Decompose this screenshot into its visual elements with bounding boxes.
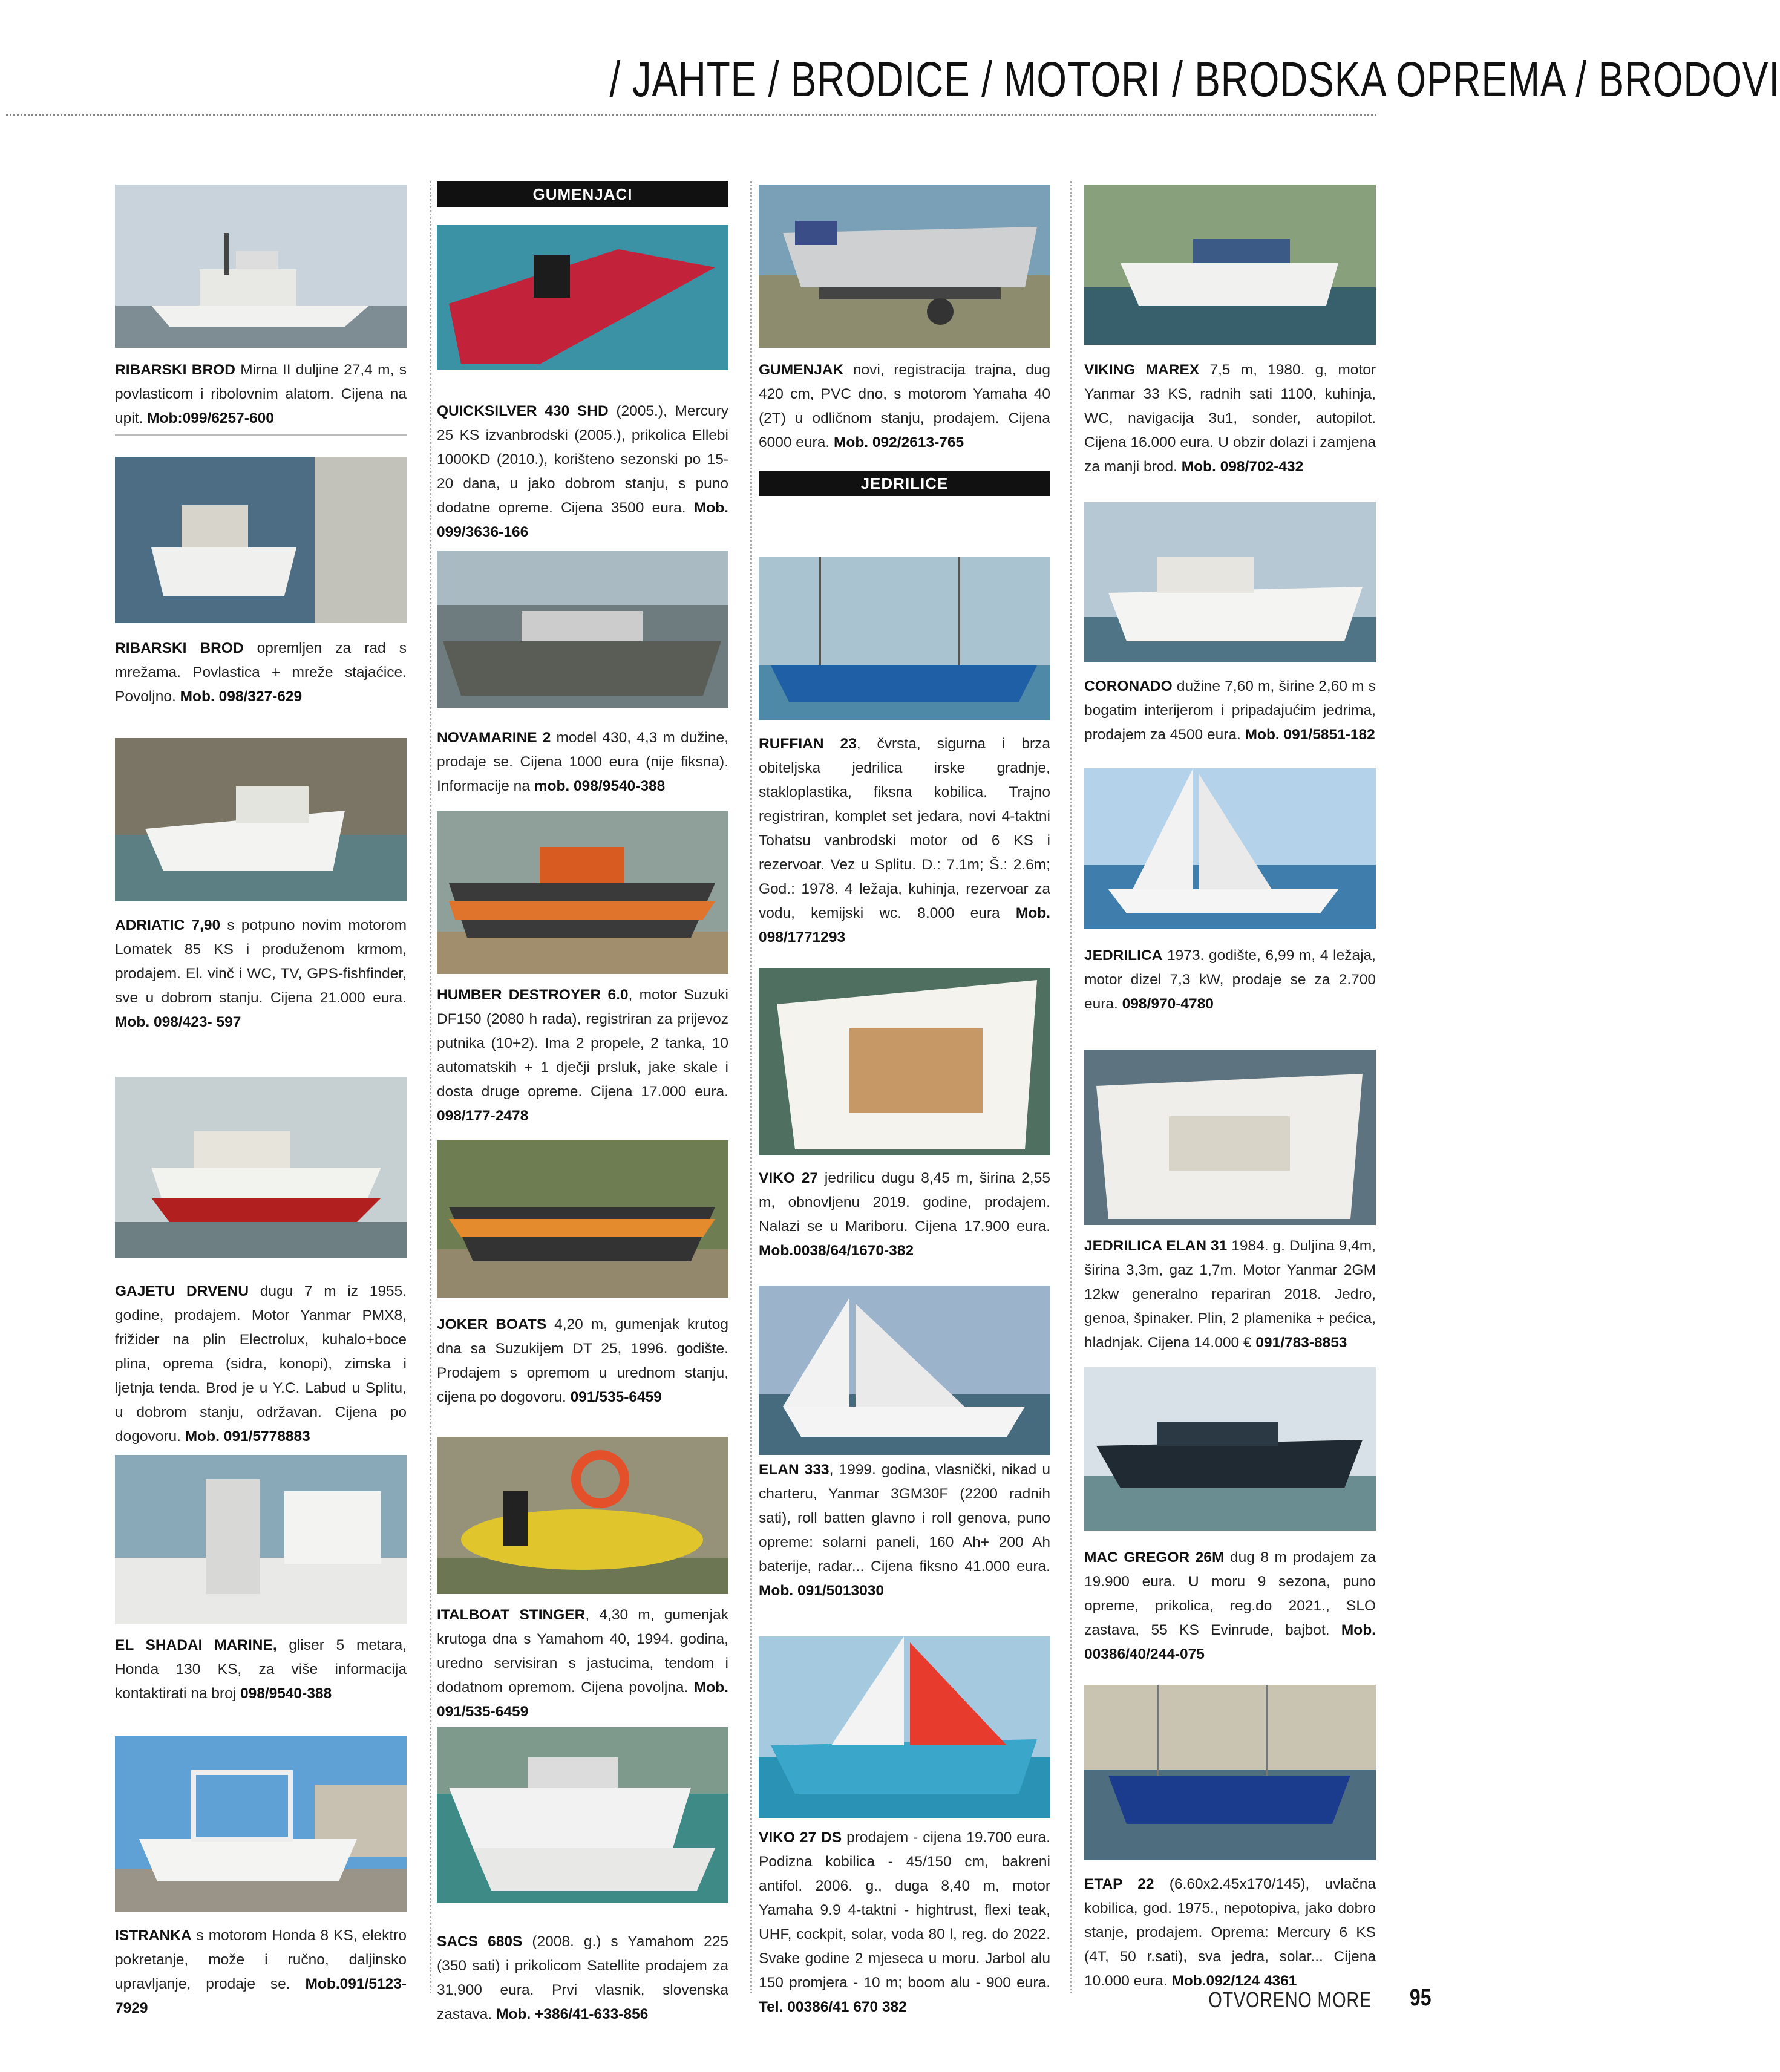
ad-title: RIBARSKI BROD [115,640,244,656]
ad-body: 1984. g. Duljina 9,4m, širina 3,3m, gaz 1,7m. Motor Yanmar 2GM 12kw generalno repariran 2018. Jedro, genoa, špinaker. Plin, 2 plamenika + pećica, hladnjak. Cijena 14.000 € [1084,1238,1376,1351]
ad-contact: Mob. 091/535-6459 [437,1679,728,1720]
ad-title: SACS 680S [437,1933,523,1950]
ad-title: VIKING MAREX [1084,362,1200,378]
ad-contact: Mob. 098/327-629 [180,688,303,705]
boat-photo [115,1077,407,1258]
ad-body: jedrilicu dugu 8,45 m, širina 2,55 m, obnovljenu 2019. godine, prodajem. Nalazi se u Mariboru. Cijena 17.900 eura. [759,1170,1050,1235]
ad-title: CORONADO [1084,678,1173,694]
ad-c4a5 [1084,1546,1376,1667]
ad-contact: mob. 098/9540-388 [534,778,666,794]
ad-title: HUMBER DESTROYER 6.0 [437,987,629,1003]
ad-divider [115,434,407,436]
ad-contact: Mob. 091/5851-182 [1245,727,1375,743]
section-band-gumenjaci: GUMENJACI [437,181,728,207]
ad-c3a5 [759,1826,1050,2019]
ad-c2a2 [437,726,728,799]
ad-body: , 1999. godina, vlasnički, nikad u charteru, Yanmar 3GM30F (2200 radnih sati), roll batten glavno i roll genova, puno opreme: solarni paneli, 160 Ah+ 200 Ah baterije, radar... Cijena fiksno 41.000 eura. [759,1462,1050,1575]
boat-photo [759,968,1050,1155]
ad-contact: 098/970-4780 [1122,996,1214,1012]
boat-photo [437,551,728,708]
boat-photo [1084,1050,1376,1225]
ad-body: (2005.), Mercury 25 KS izvanbrodski (2005.), prikolica Ellebi 1000KD (2010.), korišteno sezonski po 15-20 dana, u jako dobrom stanju, s puno dodatne opreme. Cijena 3500 eura. [437,403,728,516]
ad-c4a2 [1084,675,1376,747]
ad-title: GAJETU DRVENU [115,1283,249,1299]
ad-body: opremljen za rad s mrežama. Povlastica + mreže stajaćice. Povoljno. [115,640,407,705]
ad-body: (6.60x2.45x170/145), uvlačna kobilica, god. 1975., nepotopiva, jako dobro stanje, prodajem. Oprema: Mercury 6 KS (4T, 50 r.sati), sva jedra, solar... Cijena 10.000 eura. [1084,1876,1376,1989]
ad-body: s potpuno novim motorom Lomatek 85 KS i produženom krmom, prodajem. El. vinč i WC, TV, GPS-fishfinder, sve u dobrom stanju. Cijena 21.000 eura. [115,917,407,1006]
ad-body: dužine 7,60 m, širine 2,60 m s bogatim interijerom i pripadajućim jedrima, prodajem za 4500 eura. [1084,678,1376,743]
ad-c2a1 [437,399,728,544]
ad-body: novi, registracija trajna, dug 420 cm, PVC dno, s motorom Yamaha 40 (2T) u odličnom stanju, prodajem. Cijena 6000 eura. [759,362,1050,451]
ad-c4a6 [1084,1872,1376,1993]
ad-title: EL SHADAI MARINE, [115,1637,277,1653]
boat-photo [437,1727,728,1903]
ad-c2a6 [437,1930,728,2027]
boat-photo [1084,502,1376,662]
ad-title: VIKO 27 DS [759,1829,842,1846]
boat-photo [759,557,1050,720]
ad-contact: 091/783-8853 [1255,1335,1347,1351]
column-divider [1070,181,1072,1993]
ad-c3a1 [759,358,1050,455]
ad-title: JEDRILICA ELAN 31 [1084,1238,1228,1254]
ad-c1a5 [115,1633,407,1706]
ad-c1a4 [115,1279,407,1449]
ad-title: RUFFIAN 23 [759,736,857,752]
ad-body: , 4,30 m, gumenjak krutoga dna s Yamahom 40, 1994. godina, uredno servisiran s jastucima, tendom i dodatnom opremom. Cijena povoljna. [437,1607,728,1696]
ad-title: GUMENJAK [759,362,844,378]
ad-title: ELAN 333 [759,1462,829,1478]
ad-body: model 430, 4,3 m dužine, prodaje se. Cijena 1000 eura (nije fiksna). Informacije na [437,730,728,794]
ad-body: (2008. g.) s Yamahom 225 (350 sati) i prikolicom Satellite prodajem za 31,900 eura. Prvi vlasnik, slovenska zastava. [437,1933,728,2022]
ad-contact: Mob. 091/5778883 [185,1428,310,1445]
boat-photo [115,738,407,901]
ad-contact: Mob. 00386/40/244-075 [1084,1622,1376,1662]
header-divider [6,114,1376,116]
boat-photo [437,811,728,974]
ad-c1a3 [115,913,407,1034]
ad-contact: 098/9540-388 [240,1685,332,1702]
ad-c2a4 [437,1313,728,1410]
boat-photo [1084,1685,1376,1860]
ad-contact: Mob. 098/423- 597 [115,1014,241,1030]
footer-page-number: 95 [1409,1984,1431,2011]
ad-contact: Mob.092/124 4361 [1171,1973,1297,1989]
ad-contact: Tel. 00386/41 670 382 [759,1999,907,2015]
boat-photo [115,1455,407,1624]
ad-body: 1973. godište, 6,99 m, 4 ležaja, motor dizel 7,3 kW, prodaje se za 2.700 eura. [1084,947,1376,1012]
ad-contact: Mob.091/5123-7929 [115,1976,407,2016]
boat-photo [437,225,728,370]
ad-title: JOKER BOATS [437,1316,547,1333]
boat-photo [437,1140,728,1298]
ad-c2a5 [437,1603,728,1724]
boat-photo [437,1437,728,1594]
ad-c3a4 [759,1458,1050,1603]
ad-contact: 091/535-6459 [570,1389,662,1405]
ad-title: ETAP 22 [1084,1876,1154,1892]
ad-c1a6 [115,1924,407,2021]
ad-title: ISTRANKA [115,1927,192,1944]
ad-c1a1 [115,358,407,431]
ad-body: s motorom Honda 8 KS, elektro pokretanje, može i ručno, daljinsko upravljanje, prodaje se. [115,1927,407,1992]
ad-body: Mirna II duljine 27,4 m, s povlasticom i ribolovnim alatom. Cijena na upit. [115,362,407,426]
ad-c2a3 [437,983,728,1128]
ad-title: RIBARSKI BROD [115,362,235,378]
ad-body: dugu 7 m iz 1955. godine, prodajem. Motor Yanmar PMX8, frižider na plin Electrolux, kuhalo+boce plina, oprema (sidra, konopi), zimska i ljetnja tenda. Brod je u Y.C. Labud u Splitu, u dobrom stanju, održavan. Cijena po dogovoru. [115,1283,407,1445]
ad-body: 4,20 m, gumenjak krutog dna sa Suzukijem DT 25, 1996. godište. Prodajem s opremom u urednom stanju, cijena po dogovoru. [437,1316,728,1405]
boat-photo [115,457,407,623]
boat-photo [759,1636,1050,1818]
ad-c4a4 [1084,1234,1376,1355]
ad-contact: Mob. 091/5013030 [759,1583,885,1599]
ad-contact: Mob. 098/1771293 [759,905,1050,946]
ad-title: VIKO 27 [759,1170,819,1186]
ad-title: MAC GREGOR 26M [1084,1549,1225,1566]
ad-contact: Mob.0038/64/1670-382 [759,1243,914,1259]
ad-body: prodajem - cijena 19.700 eura. Podizna kobilica - 45/150 cm, bakreni antifol. 2006. g., duga 8,40 m, motor Yamaha 9.9 4-taktni - hightrust, flexi teak, UHF, cockpit, solar, voda 80 l, reg. do 2022. Svake godine 2 mjeseca u moru. Jarbol alu 150 promjera - 10 m; boom alu - 900 eura. [759,1829,1050,1991]
boat-photo [1084,768,1376,929]
ad-title: ADRIATIC 7,90 [115,917,221,933]
ad-body: gliser 5 metara, Honda 130 KS, za više informacija kontaktirati na broj [115,1637,407,1702]
section-band-jedrilice: JEDRILICE [759,471,1050,496]
ad-c1a2 [115,636,407,709]
ad-body: , čvrsta, sigurna i brza obiteljska jedrilica irske gradnje, stakloplastika, fiksna kobilica. Trajno registriran, komplet set jedara, novi 4-taktni Tohatsu vanbrodski motor od 6 KS i rezervoar. Vez u Splitu. D.: 7.1m; Š.: 2.6m; God.: 1978. 4 ležaja, kuhinja, rezervoar za vodu, kemijski wc. 8.000 eura [759,736,1050,921]
ad-c3a3 [759,1166,1050,1263]
ad-contact: Mob. 098/702-432 [1181,459,1304,475]
ad-title: NOVAMARINE 2 [437,730,551,746]
ad-c4a1 [1084,358,1376,479]
boat-photo [759,1286,1050,1455]
boat-photo [1084,1367,1376,1531]
ad-contact: 098/177-2478 [437,1108,529,1124]
ad-contact: Mob:099/6257-600 [147,410,274,426]
boat-photo [115,1736,407,1912]
ad-contact: Mob. 099/3636-166 [437,500,728,540]
boat-photo [759,185,1050,348]
boat-photo [115,185,407,348]
ad-title: QUICKSILVER 430 SHD [437,403,609,419]
column-divider [430,181,431,1993]
ad-c4a3 [1084,944,1376,1016]
column-divider [750,181,752,1993]
ad-body: dug 8 m prodajem za 19.900 eura. U moru 9 sezona, puno opreme, prikolica, reg.do 2021., SLO zastava, 55 KS Evinrude, bajbot. [1084,1549,1376,1638]
ad-title: ITALBOAT STINGER [437,1607,586,1623]
ad-title: JEDRILICA [1084,947,1163,964]
ad-body: 7,5 m, 1980. g, motor Yanmar 33 KS, radnih sati 1100, kuhinja, WC, navigacija 3u1, sonder, autopilot. Cijena 16.000 eura. U obzir dolazi i zamjena za manji brod. [1084,362,1376,475]
ad-contact: Mob. +386/41-633-856 [496,2006,649,2022]
ad-body: , motor Suzuki DF150 (2080 h rada), registriran za prijevoz putnika (10+2). Ima 2 propele, 2 tanka, 10 automatskih + 1 dječji prsluk, jake skale i dosta druge opreme. Cijena 17.000 eura. [437,987,728,1100]
page-header-title: / JAHTE / BRODICE / MOTORI / BRODSKA OPREMA / BRODOVI [609,52,1780,107]
footer-magazine-name: OTVORENO MORE [1208,1987,1372,2012]
boat-photo [1084,185,1376,345]
ad-c3a2 [759,732,1050,950]
ad-contact: Mob. 092/2613-765 [833,434,964,451]
